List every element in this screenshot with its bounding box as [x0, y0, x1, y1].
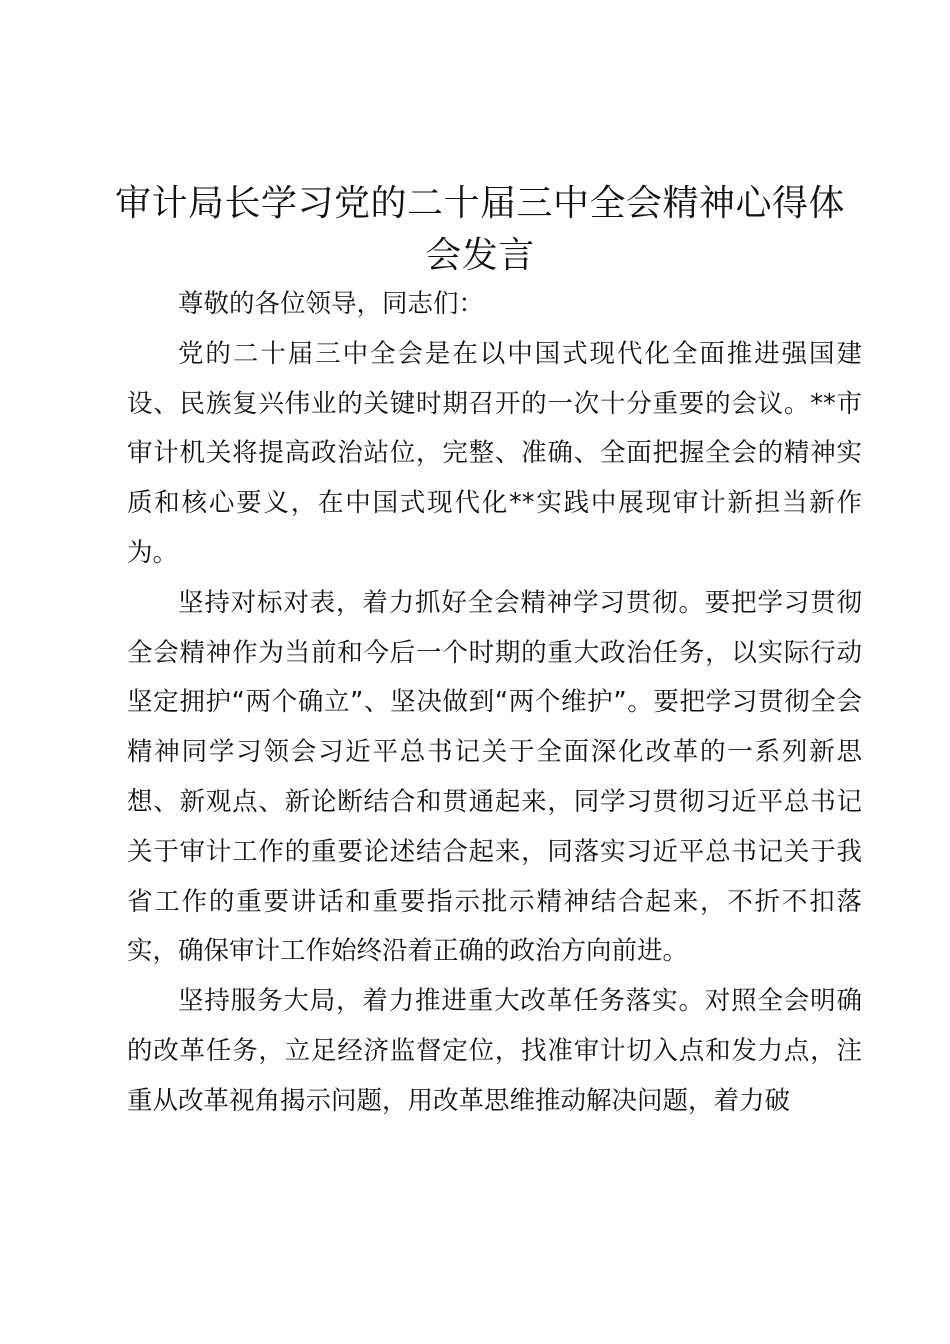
paragraph-study: 坚持对标对表，着力抓好全会精神学习贯彻。要把学习贯彻全会精神作为当前和今后一个时期的重大政治任务，以实际行动坚定拥护“两个确立”、坚决做到“两个维护”。要把学习贯彻全会精神同学习领会习近平总书记关于全面深化改革的一系列新思想、新观点、新论断结合和贯通起来，同学习贯彻习近平总书记关于审计工作的重要论述结合起来，同落实习近平总书记关于我省工作的重要讲话和重要指示批示精神结合起来，不折不扣落实，确保审计工作始终沿着正确的政治方向前进。 — [127, 587, 862, 967]
document-title: 审计局长学习党的二十届三中全会精神心得体会发言 — [114, 183, 845, 276]
paragraph-service: 坚持服务大局，着力推进重大改革任务落实。对照全会明确的改革任务，立足经济监督定位，找准审计切入点和发力点，注重从改革视角揭示问题，用改革思维推动解决问题，着力破 — [127, 986, 862, 1116]
document-body — [127, 280, 862, 1127]
greeting-line: 尊敬的各位领导，同志们： — [178, 289, 485, 319]
paragraph-intro: 党的二十届三中全会是在以中国式现代化全面推进强国建设、民族复兴伟业的关键时期召开的一次十分重要的会议。**市审计机关将提高政治站位，完整、准确、全面把握全会的精神实质和核心要义，在中国式现代化**实践中展现审计新担当新作为。 — [127, 338, 862, 568]
